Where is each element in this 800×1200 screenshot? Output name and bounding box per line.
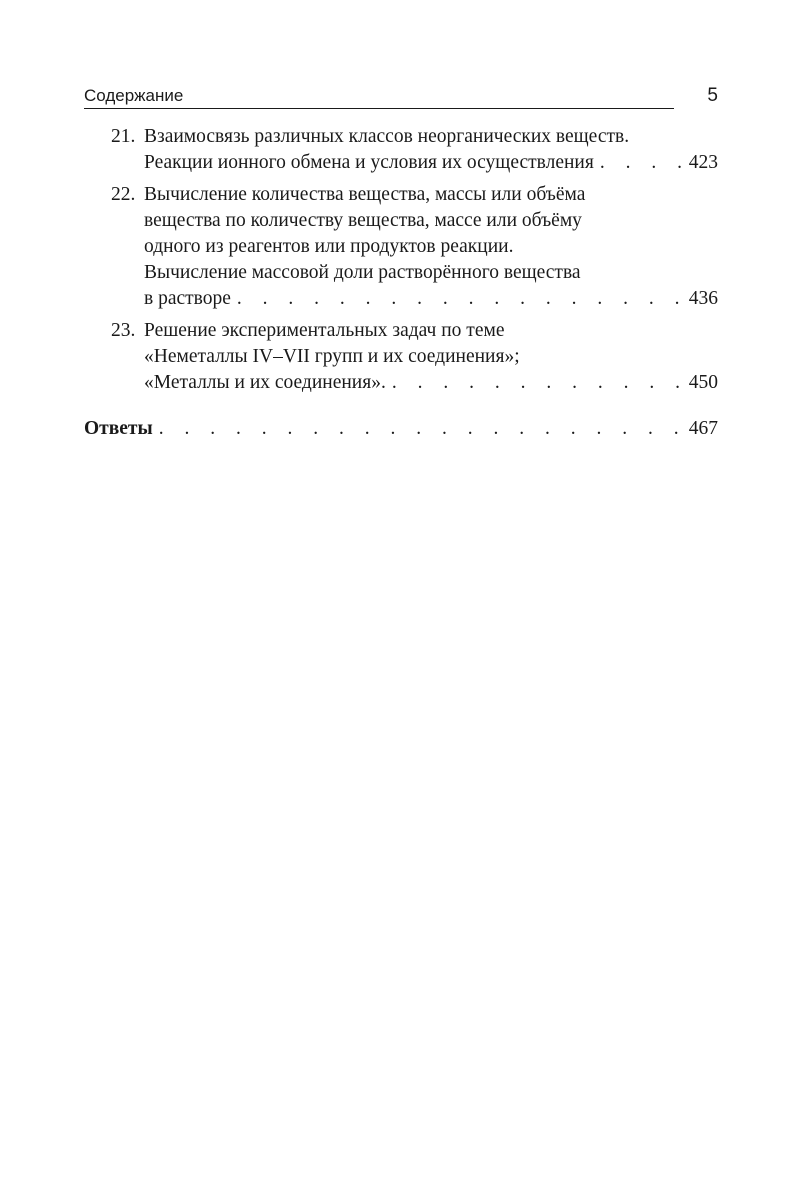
dot-leader xyxy=(237,286,682,312)
toc-entry-line: Вычисление массовой доли растворённого вещества xyxy=(144,262,581,283)
toc-entry-line: Вычисление количества вещества, массы или объёма xyxy=(144,184,586,205)
toc-entry-last-line xyxy=(84,416,718,442)
toc-entry-answers[interactable] xyxy=(84,416,718,442)
toc-entry-number: 21. xyxy=(111,126,136,147)
toc-entry-number: 23. xyxy=(111,320,136,341)
toc-page-number: 423 xyxy=(688,152,718,173)
toc-entry-line: Реакции ионного обмена и условия их осуществления xyxy=(144,152,594,173)
toc-answers-title: Ответы xyxy=(84,418,153,439)
running-header xyxy=(84,84,718,110)
toc-entry-line: одного из реагентов или продуктов реакции. xyxy=(144,236,514,257)
toc-entry-21[interactable] xyxy=(84,124,718,176)
toc-entry-number: 22. xyxy=(111,184,136,205)
toc-page-number: 467 xyxy=(688,418,718,439)
toc-entry-last-line xyxy=(144,150,718,176)
dot-leader xyxy=(159,416,682,442)
toc-entry-22[interactable] xyxy=(84,182,718,312)
dot-leader xyxy=(600,150,682,176)
header-rule xyxy=(84,108,674,109)
toc-entry-line: в растворе xyxy=(144,288,231,309)
toc-entry-line: вещества по количеству вещества, массе или объёму xyxy=(144,210,582,231)
toc-page-number: 450 xyxy=(688,372,718,393)
running-title: Содержание xyxy=(84,86,184,105)
toc-entry-line: «Металлы и их соединения». xyxy=(144,372,386,393)
page-number: 5 xyxy=(707,85,718,106)
toc-entry-23[interactable] xyxy=(84,318,718,396)
dot-leader xyxy=(392,370,682,396)
toc-entry-last-line xyxy=(144,370,718,396)
toc-entry-line: Решение экспериментальных задач по теме xyxy=(144,320,505,341)
toc-entry-line: Взаимосвязь различных классов неорганических веществ. xyxy=(144,126,630,147)
table-of-contents xyxy=(84,124,718,442)
toc-entry-line: «Неметаллы IV–VII групп и их соединения»; xyxy=(144,346,520,367)
toc-entry-last-line xyxy=(144,286,718,312)
toc-page-number: 436 xyxy=(688,288,718,309)
